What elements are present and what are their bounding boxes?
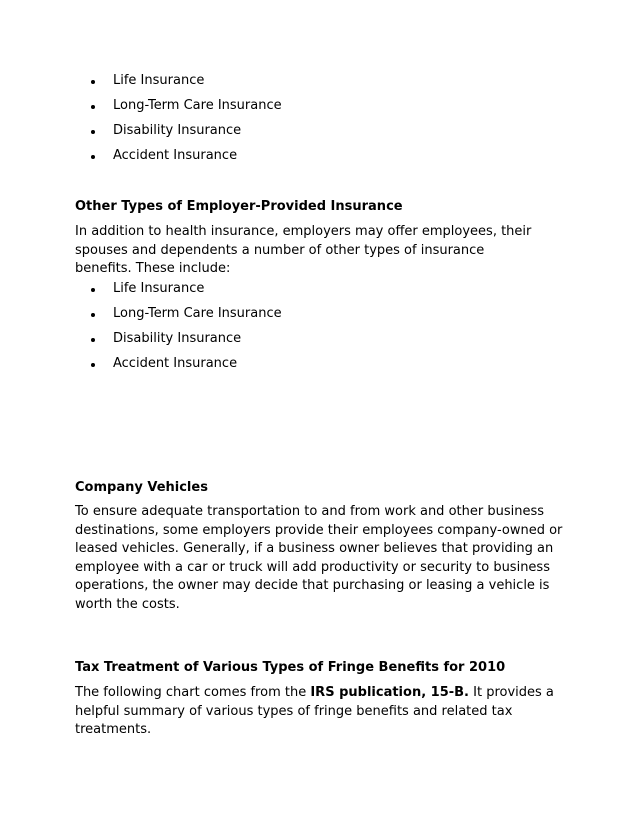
list-item: Long-Term Care Insurance	[75, 306, 282, 331]
list-item: Disability Insurance	[75, 123, 282, 148]
bullet-icon	[91, 130, 95, 134]
bullet-icon	[91, 80, 95, 84]
section-heading-tax-treatment: Tax Treatment of Various Types of Fringe Benefits for 2010	[75, 660, 506, 675]
bullet-icon	[91, 105, 95, 109]
paragraph-vehicles: To ensure adequate transportation to and from work and other business destinations, some employers provide their employees company-owned or leased vehicles. Generally, if a business owner believes that providing an employee with a car or truck will add productivity or security to business operations, the owner may decide that purchasing or leasing a vehicle is worth the costs.	[75, 504, 563, 612]
paragraph-tax-treatment: The following chart comes from the IRS publication, 15-B. It provides a helpful summary of various types of fringe benefits and related tax treatments.	[75, 685, 554, 737]
list-item: Accident Insurance	[75, 356, 282, 381]
bullet-icon	[91, 313, 95, 317]
bullet-icon	[91, 288, 95, 292]
list-item: Disability Insurance	[75, 331, 282, 356]
bullet-icon	[91, 155, 95, 159]
irs-publication-reference: IRS publication, 15-B.	[310, 685, 469, 700]
bullet-icon	[91, 338, 95, 342]
list-item: Life Insurance	[75, 73, 282, 98]
section-heading-insurance: Other Types of Employer-Provided Insurance	[75, 199, 403, 214]
list-item: Life Insurance	[75, 281, 282, 306]
bullet-list-2	[75, 281, 282, 381]
section-heading-vehicles: Company Vehicles	[75, 480, 208, 495]
paragraph-insurance: In addition to health insurance, employers may offer employees, their spouses and dependents a number of other types of insurance benefits. These include:	[75, 224, 532, 276]
list-item: Long-Term Care Insurance	[75, 98, 282, 123]
list-item: Accident Insurance	[75, 148, 282, 173]
bullet-list-1	[75, 73, 282, 173]
bullet-icon	[91, 363, 95, 367]
